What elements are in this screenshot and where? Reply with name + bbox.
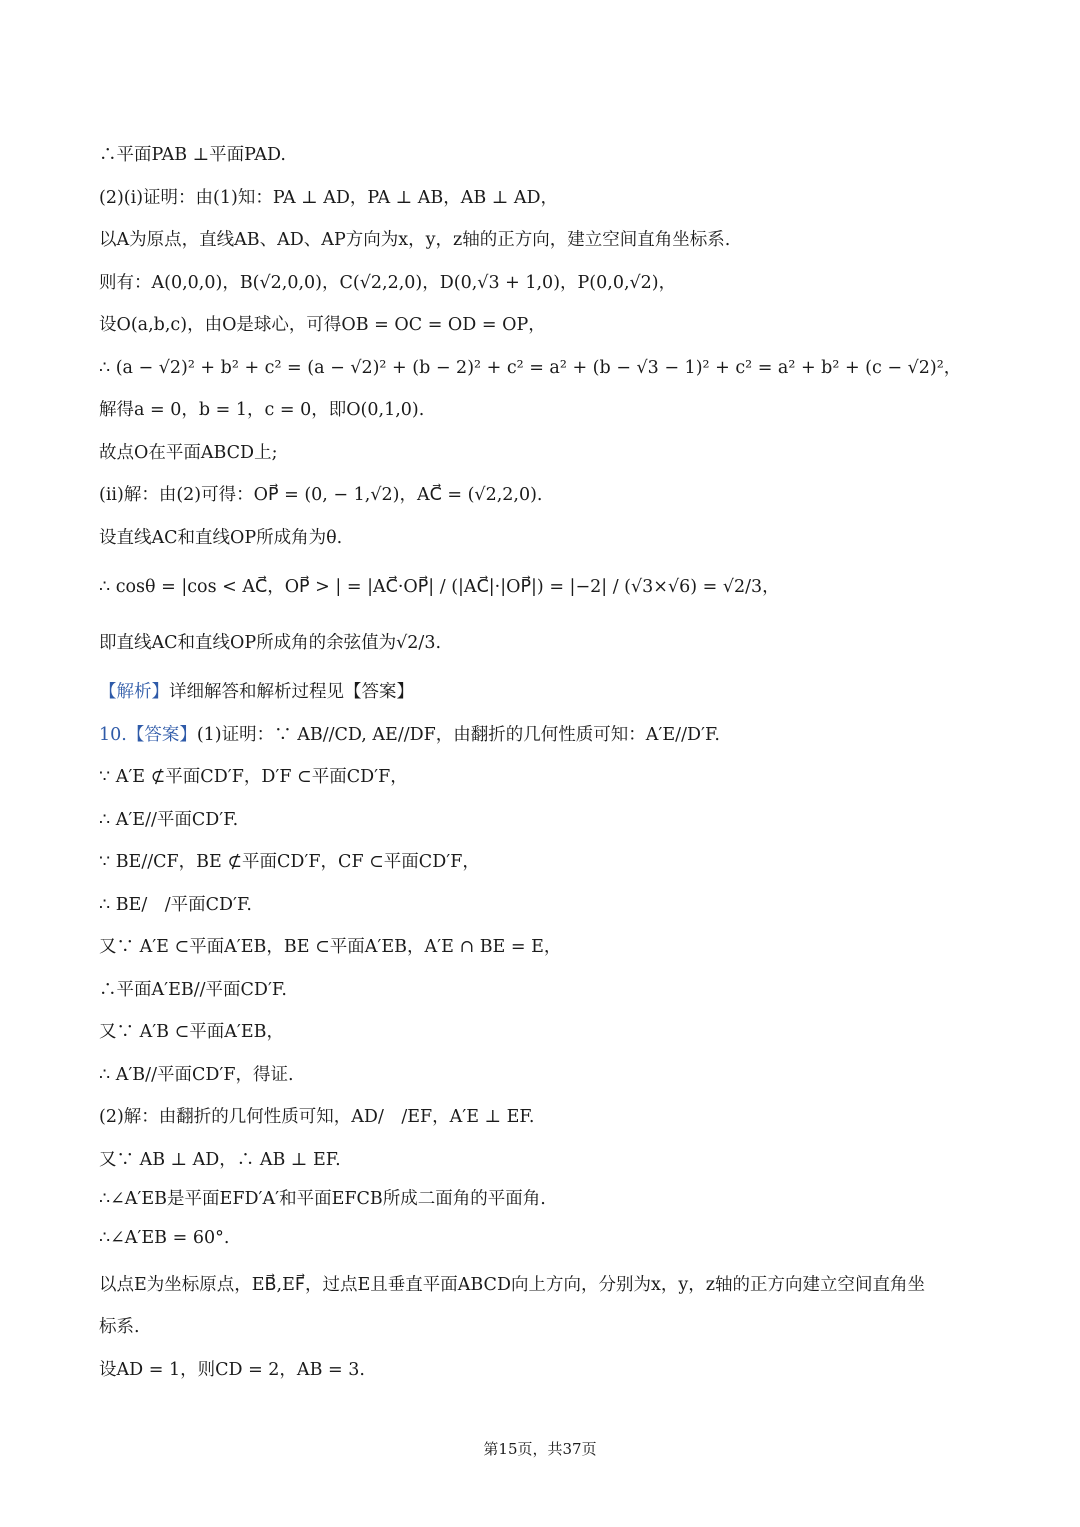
text-line: 设直线AC和直线OP所成角为θ. — [99, 527, 343, 548]
text-line: ∴ A′E//平面CD′F. — [99, 809, 239, 830]
answer-line — [99, 714, 989, 757]
text-line: ∵ BE//CF，BE ⊄平面CD′F，CF ⊂平面CD′F， — [99, 852, 480, 872]
answer-tag: 10.【答案】 — [99, 724, 197, 745]
text-line: (2)解：由翻折的几何性质可知，AD/ /EF，A′E ⊥ EF. — [99, 1107, 535, 1127]
text-line: ∴∠A′EB = 60°. — [99, 1228, 230, 1248]
text-line: 以A为原点，直线AB、AD、AP方向为x，y，z轴的正方向，建立空间直角坐标系. — [99, 230, 731, 250]
analysis-tag: 【解析】 — [99, 682, 169, 702]
text-line: 故点O在平面ABCD上; — [99, 442, 278, 463]
answer-text: (1)证明：∵ AB//CD, AE//DF，由翻折的几何性质可知：A′E//D′F. — [196, 724, 720, 745]
text-line: 则有：A(0,0,0)，B(√2,0,0)，C(√2,2,0)，D(0,√3 + 1,0)，P(0,0,√2)， — [99, 272, 677, 293]
text-line: 以点E为坐标原点，EB⃗,EF⃗，过点E且垂直平面ABCD向上方向，分别为x，y，z轴的正方向建立空间直角坐 — [99, 1274, 925, 1295]
text-line: 解得a = 0，b = 1，c = 0，即O(0,1,0). — [99, 400, 425, 420]
text-line: (2)(i)证明：由(1)知：PA ⊥ AD，PA ⊥ AB，AB ⊥ AD， — [99, 187, 559, 208]
text-line: ∴平面PAB ⊥平面PAD. — [99, 145, 286, 165]
analysis-line — [99, 671, 989, 714]
text-line: ∴∠A′EB是平面EFD′A′和平面EFCB所成二面角的平面角. — [99, 1189, 546, 1209]
text-line: ∴ A′B//平面CD′F，得证. — [99, 1064, 294, 1085]
page-footer: 第15页，共37页 — [483, 1440, 597, 1458]
text-line: 标系. — [99, 1317, 140, 1337]
text-line: 又∵ A′E ⊂平面A′EB，BE ⊂平面A′EB，A′E ∩ BE = E， — [99, 937, 562, 957]
text-line: 即直线AC和直线OP所成角的余弦值为√2/3. — [99, 633, 442, 653]
text-line: 又∵ AB ⊥ AD，∴ AB ⊥ EF. — [99, 1149, 341, 1170]
text-line: ∴ cosθ = |cos < AC⃗，OP⃗ > | = |AC⃗·OP⃗| / (|AC⃗|·|OP⃗|) = |−2| / (√3×√6) = √2/3， — [99, 577, 780, 597]
text-line: ∴平面A′EB//平面CD′F. — [99, 979, 287, 1000]
text-line: ∵ A′E ⊄平面CD′F，D′F ⊂平面CD′F， — [99, 767, 408, 787]
text-line: 设AD = 1，则CD = 2，AB = 3. — [99, 1359, 365, 1380]
text-line: 又∵ A′B ⊂平面A′EB， — [99, 1022, 285, 1042]
text-line: ∴ (a − √2)² + b² + c² = (a − √2)² + (b − 2)² + c² = a² + (b − √3 − 1)² + c² = a² + b² + (c − √2)²， — [99, 357, 962, 378]
text-line: (ii)解：由(2)可得：OP⃗ = (0, − 1,√2)，AC⃗ = (√2,2,0). — [99, 485, 543, 505]
analysis-text: 详细解答和解析过程见【答案】 — [169, 682, 414, 702]
text-line: ∴ BE/ /平面CD′F. — [99, 894, 252, 915]
text-line: 设O(a,b,c)，由O是球心，可得OB = OC = OD = OP， — [99, 315, 546, 335]
page-content — [99, 134, 989, 1391]
